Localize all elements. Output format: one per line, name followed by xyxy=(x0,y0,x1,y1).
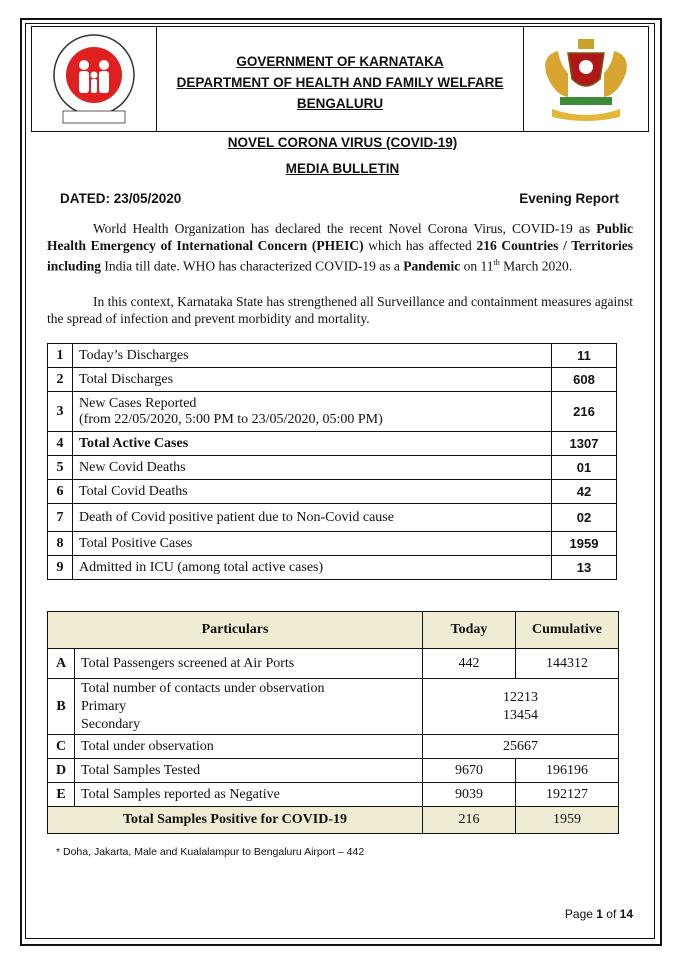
department-title: DEPARTMENT OF HEALTH AND FAMILY WELFARE xyxy=(176,75,504,90)
report-type: Evening Report xyxy=(519,191,619,206)
govt-title: GOVERNMENT OF KARNATAKA xyxy=(236,54,444,69)
summary-row: 4 Total Active Cases 1307 xyxy=(48,432,617,456)
table-row: E Total Samples reported as Negative 9039 192127 xyxy=(48,783,619,807)
karnataka-emblem xyxy=(523,27,648,131)
summary-row: 5 New Covid Deaths 01 xyxy=(48,456,617,480)
report-date: DATED: 23/05/2020 xyxy=(60,191,182,206)
nhm-logo-icon xyxy=(39,33,149,125)
particulars-table xyxy=(47,611,619,834)
letterhead xyxy=(31,26,649,132)
nhm-logo xyxy=(32,27,157,131)
summary-row: 6 Total Covid Deaths 42 xyxy=(48,480,617,504)
summary-row: 2 Total Discharges 608 xyxy=(48,368,617,392)
header-particulars: Particulars xyxy=(48,612,423,649)
particulars-header-row xyxy=(48,612,619,649)
bulletin-title: NOVEL CORONA VIRUS (COVID-19) xyxy=(227,135,458,150)
page-number: Page 1 of 14 xyxy=(564,907,633,921)
karnataka-paragraph: In this context, Karnataka State has strengthened all Surveillance and containment measures against the spread of infection and prevent morbidity and mortality. xyxy=(47,294,633,326)
summary-row: 3 New Cases Reported (from 22/05/2020, 5:00 PM to 23/05/2020, 05:00 PM) 216 xyxy=(48,392,617,432)
summary-row: 8 Total Positive Cases 1959 xyxy=(48,532,617,556)
summary-row: 1 Today’s Discharges 11 xyxy=(48,344,617,368)
city-title: BENGALURU xyxy=(296,96,384,111)
table-row: D Total Samples Tested 9670 196196 xyxy=(48,759,619,783)
header-cumulative: Cumulative xyxy=(516,612,619,649)
who-paragraph: World Health Organization has declared the recent Novel Corona Virus, COVID-19 as Public Health Emergency of International Concern (PHEIC) which has affected 216 Countries / Territories including India till date. WHO has characterized COVID-19 as a Pandemic on 11th March 2020. xyxy=(47,221,633,274)
summary-row: 7 Death of Covid positive patient due to Non-Covid cause 02 xyxy=(48,504,617,532)
table-row: B Total number of contacts under observation Primary Secondary 12213 13454 xyxy=(48,679,619,735)
bulletin-subtitle: MEDIA BULLETIN xyxy=(285,161,400,176)
summary-row: 9 Admitted in ICU (among total active cases) 13 xyxy=(48,556,617,580)
footnote: * Doha, Jakarta, Male and Kualalampur to Bengaluru Airport – 442 xyxy=(56,846,365,858)
table-row: C Total under observation 25667 xyxy=(48,735,619,759)
state-emblem-icon xyxy=(538,33,634,125)
table-row: A Total Passengers screened at Air Ports 442 144312 xyxy=(48,649,619,679)
header-today: Today xyxy=(423,612,516,649)
summary-table xyxy=(47,343,617,580)
total-row: Total Samples Positive for COVID-19 216 1959 xyxy=(48,807,619,834)
